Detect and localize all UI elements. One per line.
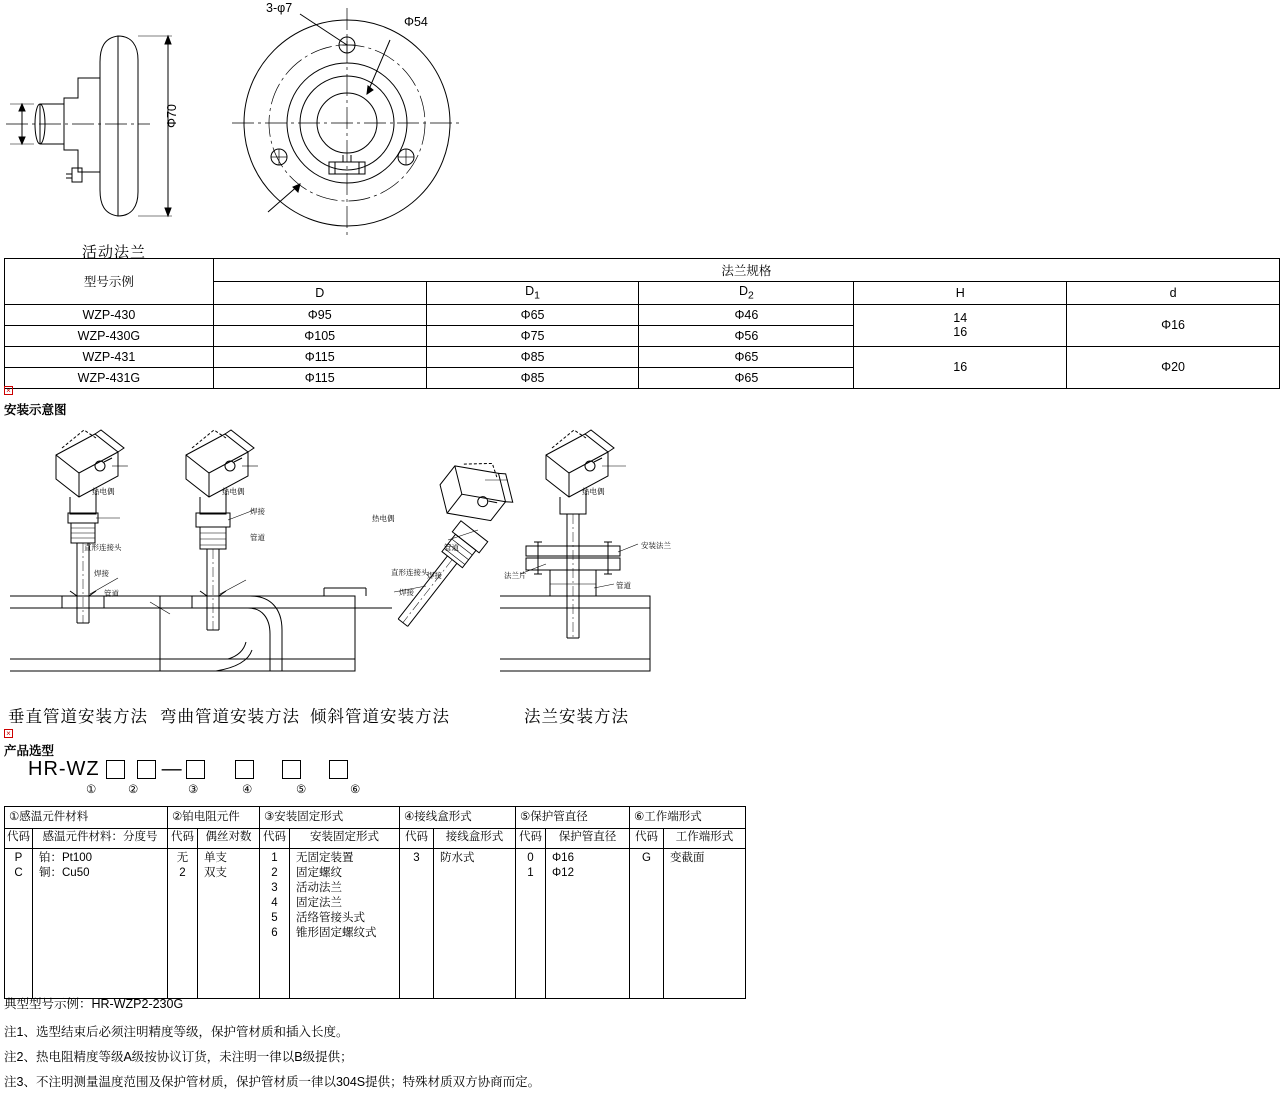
cell-D: Φ95 [213, 304, 426, 325]
caption-inclined: 倾斜管道安装方法 [310, 708, 450, 726]
drawing-label-phi70: Φ70 [165, 104, 179, 128]
cell-D: Φ115 [213, 346, 426, 367]
selection-table [4, 806, 746, 999]
table-row [5, 304, 1280, 325]
flange-spec-table-wrapper [4, 258, 1280, 389]
index-6: ⑥ [350, 784, 361, 796]
svg-text:热电偶: 热电偶 [222, 487, 245, 496]
subheader-2-code: 代码 [168, 829, 198, 849]
cell-model: WZP-430 [5, 304, 214, 325]
subheader-4-text: 接线盒形式 [434, 829, 516, 849]
code-box-1[interactable] [106, 760, 125, 779]
flange-spec-table [4, 258, 1280, 389]
index-4: ④ [242, 784, 253, 796]
selection-section-title: 产品选型 [4, 744, 55, 758]
col3-values: 无固定装置 固定螺纹 活动法兰 固定法兰 活络管接头式 锥形固定螺纹式 [290, 849, 400, 999]
header-D2: $D_2$ [639, 282, 854, 305]
col2-values: 单支 双支 [198, 849, 260, 999]
installation-captions [0, 703, 1284, 727]
installation-diagrams [0, 418, 1284, 698]
cell-d: Φ16 [1067, 304, 1280, 346]
group-header-4: ④接线盒形式 [400, 807, 516, 829]
code-box-6[interactable] [329, 760, 348, 779]
svg-text:管道: 管道 [104, 589, 119, 598]
cell-d: Φ20 [1067, 346, 1280, 388]
cell-D: Φ105 [213, 325, 426, 346]
index-1: ① [86, 784, 97, 796]
drawing-label-phi54: Φ54 [404, 15, 428, 29]
model-code-line [28, 758, 354, 781]
selection-table-wrapper [4, 806, 746, 999]
cell-D2: Φ65 [639, 367, 854, 388]
header-model: 型号示例 [5, 259, 214, 305]
caption-flange: 法兰安装方法 [524, 708, 629, 726]
cell-model: WZP-431 [5, 346, 214, 367]
svg-text:安装法兰: 安装法兰 [641, 541, 671, 550]
svg-text:热电偶: 热电偶 [92, 487, 115, 496]
group-header-2: ②铂电阻元件 [168, 807, 260, 829]
subheader-3-code: 代码 [260, 829, 290, 849]
cell-D1: Φ75 [426, 325, 639, 346]
subheader-6-code: 代码 [630, 829, 664, 849]
index-3: ③ [188, 784, 199, 796]
notes-block [4, 996, 1274, 1099]
col6-values: 变截面 [664, 849, 746, 999]
header-H: H [854, 282, 1067, 305]
subheader-1-text: 感温元件材料：分度号 [33, 829, 168, 849]
broken-image-icon [4, 386, 13, 395]
col4-codes: 3 [400, 849, 434, 999]
svg-text:焊接: 焊接 [427, 571, 442, 580]
code-dash: — [161, 758, 183, 780]
header-D: D [213, 282, 426, 305]
code-box-5[interactable] [282, 760, 301, 779]
subheader-3-text: 安装固定形式 [290, 829, 400, 849]
svg-text:热电偶: 热电偶 [372, 514, 395, 523]
group-header-5: ⑤保护管直径 [516, 807, 630, 829]
header-D1: $D_1$ [426, 282, 639, 305]
cell-model: WZP-430G [5, 325, 214, 346]
svg-text:焊接: 焊接 [250, 507, 265, 516]
svg-text:管道: 管道 [250, 533, 265, 542]
subheader-2-text: 偶丝对数 [198, 829, 260, 849]
cell-D1: Φ85 [426, 346, 639, 367]
code-box-4[interactable] [235, 760, 254, 779]
group-header-1: ①感温元件材料 [5, 807, 168, 829]
cell-D1: Φ65 [426, 304, 639, 325]
subheader-4-code: 代码 [400, 829, 434, 849]
cell-H: 16 [854, 346, 1067, 388]
subheader-5-code: 代码 [516, 829, 546, 849]
svg-text:焊接: 焊接 [94, 569, 109, 578]
code-box-3[interactable] [186, 760, 205, 779]
code-box-2[interactable] [137, 760, 156, 779]
install-section-title: 安装示意图 [4, 403, 67, 417]
col3-codes: 1 2 3 4 5 6 [260, 849, 290, 999]
subheader-6-text: 工作端形式 [664, 829, 746, 849]
cell-H: 14 16 [854, 304, 1067, 346]
group-header-6: ⑥工作端形式 [630, 807, 746, 829]
index-5: ⑤ [296, 784, 307, 796]
cell-D2: Φ56 [639, 325, 854, 346]
note-1: 注1、选型结束后必须注明精度等级，保护管材质和插入长度。 [4, 1025, 349, 1039]
col4-values: 防水式 [434, 849, 516, 999]
subheader-1-code: 代码 [5, 829, 33, 849]
col5-codes: 0 1 [516, 849, 546, 999]
svg-text:热电偶: 热电偶 [582, 487, 605, 496]
svg-text:法兰片: 法兰片 [504, 571, 527, 580]
cell-D2: Φ65 [639, 346, 854, 367]
svg-text:直形连接头: 直形连接头 [391, 568, 429, 577]
col2-codes: 无 2 [168, 849, 198, 999]
flange-technical-drawing [0, 0, 1284, 240]
note-2: 注2、热电阻精度等级A级按协议订货，未注明一律以B级提供； [4, 1050, 353, 1064]
cell-D: Φ115 [213, 367, 426, 388]
col1-values: 铂：Pt100 铜：Cu50 [33, 849, 168, 999]
svg-text:管道: 管道 [444, 543, 459, 552]
drawing-label-holes: 3-φ7 [266, 1, 293, 15]
index-2: ② [128, 784, 139, 796]
group-header-3: ③安装固定形式 [260, 807, 400, 829]
svg-text:焊接: 焊接 [399, 588, 414, 597]
cell-D1: Φ85 [426, 367, 639, 388]
col5-values: Φ16 Φ12 [546, 849, 630, 999]
table-row [5, 346, 1280, 367]
header-flange-spec: 法兰规格 [213, 259, 1279, 282]
note-3: 注3、不注明测量温度范围及保护管材质，保护管材质一律以304S提供；特殊材质双方协商而定。 [4, 1075, 541, 1089]
col6-codes: G [630, 849, 664, 999]
col1-codes: P C [5, 849, 33, 999]
broken-image-icon [4, 729, 13, 738]
model-code-prefix: HR-WZ [28, 758, 100, 780]
cell-model: WZP-431G [5, 367, 214, 388]
svg-text:管道: 管道 [616, 581, 631, 590]
subheader-5-text: 保护管直径 [546, 829, 630, 849]
svg-text:直形连接头: 直形连接头 [84, 543, 122, 552]
typical-model-example: 典型型号示例：HR-WZP2-230G [4, 997, 184, 1011]
header-d: d [1067, 282, 1280, 305]
caption-bent: 弯曲管道安装方法 [160, 708, 300, 726]
flange-section-title: 活动法兰 [82, 244, 147, 261]
caption-vertical: 垂直管道安装方法 [8, 708, 148, 726]
cell-D2: Φ46 [639, 304, 854, 325]
